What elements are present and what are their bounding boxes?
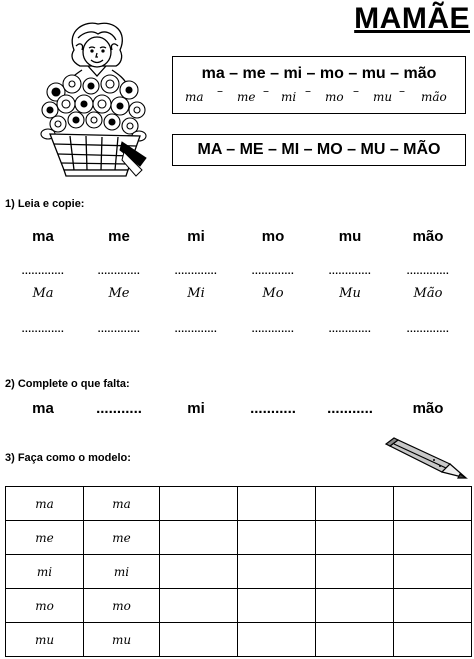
- blank-cell[interactable]: [160, 623, 238, 657]
- page-title: MAMÃE: [354, 2, 470, 35]
- syllable: me: [108, 228, 130, 245]
- table-row: [6, 521, 472, 555]
- complete-item: mi: [187, 400, 205, 417]
- complete-item: ma: [32, 400, 54, 417]
- blank-line[interactable]: .............: [21, 324, 65, 335]
- model-cell: ma: [84, 487, 160, 521]
- blank-cell[interactable]: [316, 487, 394, 521]
- blank-line[interactable]: .............: [406, 324, 450, 335]
- blank-line[interactable]: .............: [97, 324, 141, 335]
- uppercase-syllables-box: MA – ME – MI – MO – MU – MÃO: [172, 134, 466, 166]
- blank-line[interactable]: .............: [97, 266, 141, 277]
- section1-heading: 1) Leia e copie:: [5, 198, 85, 210]
- syllable: mu: [338, 228, 362, 245]
- syllables-print-line: ma – me – mi – mo – mu – mão: [201, 65, 437, 82]
- model-cell: mu: [84, 623, 160, 657]
- blank-line[interactable]: .............: [21, 266, 65, 277]
- model-cell: me: [6, 521, 84, 555]
- blank-cell[interactable]: [316, 555, 394, 589]
- blank-cell[interactable]: [394, 487, 472, 521]
- table-row: [6, 555, 472, 589]
- cursive-separator: –: [305, 84, 311, 98]
- syllable: mi: [187, 228, 205, 245]
- syllables-box: [172, 56, 466, 114]
- table-row: [6, 589, 472, 623]
- blank-cell[interactable]: [238, 555, 316, 589]
- cursive-syllable: Me: [108, 286, 130, 301]
- blank-line[interactable]: .............: [406, 266, 450, 277]
- section2-heading: 2) Complete o que falta:: [5, 378, 130, 390]
- cursive-separator: –: [353, 84, 359, 98]
- model-cell: mu: [6, 623, 84, 657]
- cursive-syllable: Mão: [413, 286, 443, 301]
- blank-cell[interactable]: [316, 589, 394, 623]
- blank-line[interactable]: .............: [328, 324, 372, 335]
- syllable: mo: [261, 228, 285, 245]
- model-cell: ma: [6, 487, 84, 521]
- blank-cell[interactable]: [238, 589, 316, 623]
- cursive-syllable: mi: [281, 90, 297, 104]
- cursive-syllable: mão: [421, 90, 447, 104]
- complete-blank[interactable]: ...........: [250, 400, 296, 417]
- syllable: mão: [412, 228, 444, 245]
- complete-item: mão: [412, 400, 444, 417]
- blank-cell[interactable]: [394, 521, 472, 555]
- cursive-syllable: mu: [373, 90, 393, 104]
- model-cell: mo: [6, 589, 84, 623]
- blank-cell[interactable]: [394, 589, 472, 623]
- blank-line[interactable]: .............: [251, 324, 295, 335]
- section3-heading: 3) Faça como o modelo:: [5, 452, 131, 464]
- blank-cell[interactable]: [238, 623, 316, 657]
- blank-cell[interactable]: [160, 521, 238, 555]
- table-row: [6, 487, 472, 521]
- cursive-separator: –: [399, 84, 405, 98]
- cursive-syllable: Mi: [187, 286, 205, 301]
- model-cell: mi: [6, 555, 84, 589]
- cursive-syllable: Ma: [32, 286, 54, 301]
- syllable: ma: [32, 228, 54, 245]
- blank-cell[interactable]: [160, 555, 238, 589]
- table-row: [6, 623, 472, 657]
- blank-cell[interactable]: [160, 589, 238, 623]
- mother-flower-basket-illustration: [36, 20, 151, 182]
- blank-cell[interactable]: [394, 555, 472, 589]
- blank-line[interactable]: .............: [174, 266, 218, 277]
- blank-cell[interactable]: [316, 623, 394, 657]
- blank-cell[interactable]: [160, 487, 238, 521]
- model-cell: me: [84, 521, 160, 555]
- blank-cell[interactable]: [316, 521, 394, 555]
- blank-line[interactable]: .............: [328, 266, 372, 277]
- complete-blank[interactable]: ...........: [327, 400, 373, 417]
- cursive-syllable: Mo: [262, 286, 284, 301]
- cursive-syllable: mo: [325, 90, 344, 104]
- blank-cell[interactable]: [238, 521, 316, 555]
- complete-blank[interactable]: ...........: [96, 400, 142, 417]
- blank-cell[interactable]: [238, 487, 316, 521]
- cursive-syllable: Mu: [339, 286, 361, 301]
- model-cell: mo: [84, 589, 160, 623]
- blank-line[interactable]: .............: [251, 266, 295, 277]
- cursive-separator: –: [217, 84, 223, 98]
- cursive-syllable: me: [237, 90, 256, 104]
- model-table: [5, 486, 472, 657]
- cursive-syllable: ma: [185, 90, 204, 104]
- cursive-separator: –: [263, 84, 269, 98]
- model-cell: mi: [84, 555, 160, 589]
- blank-cell[interactable]: [394, 623, 472, 657]
- pencil-icon: [384, 436, 470, 482]
- blank-line[interactable]: .............: [174, 324, 218, 335]
